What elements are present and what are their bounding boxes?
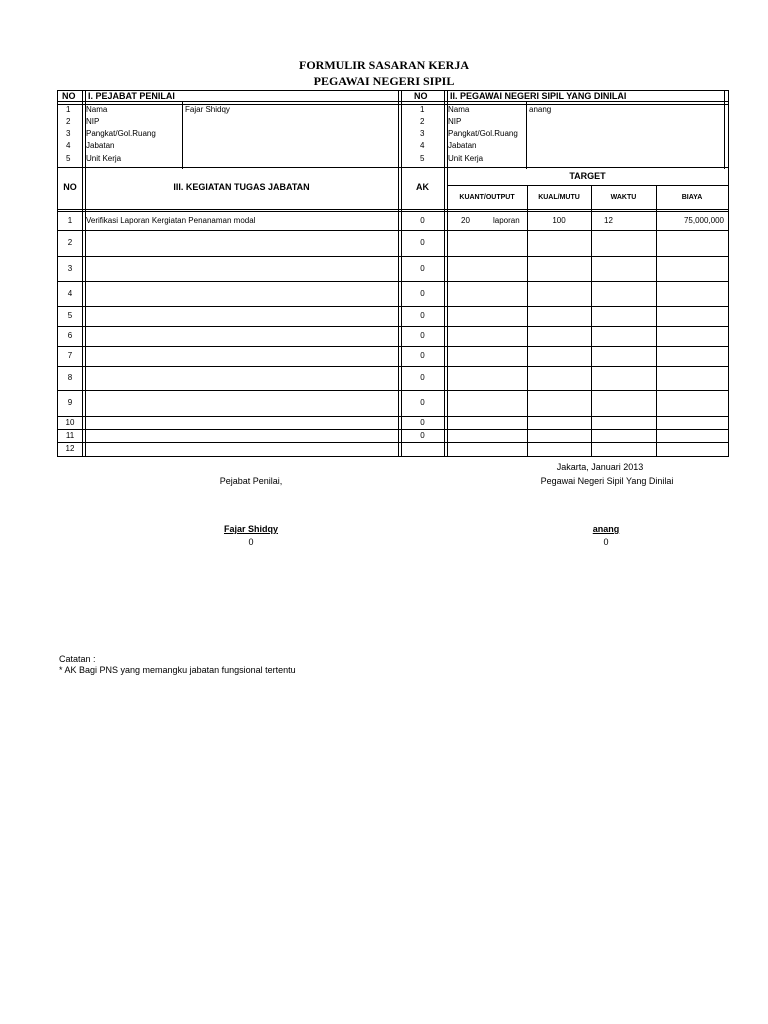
- grid-line: [58, 306, 728, 307]
- grid-line: [58, 416, 728, 417]
- penilai-signature-nip: 0: [248, 537, 254, 547]
- dinilai-signature-title: Pegawai Negeri Sipil Yang Dinilai: [540, 476, 674, 486]
- row-number: 2: [66, 117, 71, 126]
- penilai-header: I. PEJABAT PENILAI: [88, 91, 175, 101]
- activity-no-header: NO: [63, 182, 77, 192]
- activity-ak: 0: [420, 289, 425, 298]
- row-number: 4: [66, 141, 71, 150]
- field-label-pangkat: Pangkat/Gol.Ruang: [448, 129, 518, 138]
- grid-line: [58, 211, 728, 212]
- dinilai-nama-value: anang: [529, 105, 552, 114]
- activity-row-number: 3: [67, 264, 73, 273]
- activity-ak: 0: [420, 398, 425, 407]
- activity-row-number: 5: [67, 311, 73, 320]
- grid-line: [58, 326, 728, 327]
- field-label-pangkat: Pangkat/Gol.Ruang: [86, 129, 156, 138]
- activity-ak: 0: [420, 418, 425, 427]
- activity-row-number: 7: [67, 351, 73, 360]
- identity-no-header-2: NO: [414, 91, 428, 101]
- form-title: FORMULIR SASARAN KERJA: [298, 58, 469, 72]
- activity-quantity-unit: laporan: [493, 216, 520, 225]
- activity-row-number: 12: [65, 444, 75, 453]
- activity-row-number: 9: [67, 398, 73, 407]
- grid-line: [58, 390, 728, 391]
- row-number: 5: [66, 154, 71, 163]
- row-number: 3: [66, 129, 71, 138]
- notes-text: * AK Bagi PNS yang memangku jabatan fungsional tertentu: [59, 665, 296, 675]
- activity-row-number: 2: [67, 238, 73, 247]
- dinilai-signature-name: anang: [592, 524, 620, 534]
- activity-cost: 75,000,000: [683, 216, 724, 225]
- dinilai-header: II. PEGAWAI NEGERI SIPIL YANG DINILAI: [450, 91, 627, 101]
- field-label-unit-kerja: Unit Kerja: [86, 154, 122, 163]
- activity-ak: 0: [420, 311, 425, 320]
- activity-quantity: 20: [461, 216, 470, 225]
- field-label-jabatan: Jabatan: [86, 141, 115, 150]
- row-number: 2: [420, 117, 425, 126]
- activity-row-number: 4: [67, 289, 73, 298]
- row-number: 3: [420, 129, 425, 138]
- field-label-jabatan: Jabatan: [448, 141, 477, 150]
- activity-ak: 0: [420, 431, 425, 440]
- field-label-nama: Nama: [448, 105, 470, 114]
- activity-description: Verifikasi Laporan Kergiatan Penanaman modal: [86, 216, 256, 225]
- row-number: 1: [66, 105, 71, 114]
- grid-line: [58, 230, 728, 231]
- activity-ak: 0: [420, 264, 425, 273]
- grid-line: [447, 185, 728, 186]
- biaya-header: BIAYA: [681, 194, 703, 201]
- activity-row-number: 6: [67, 331, 73, 340]
- grid-line: [58, 442, 728, 443]
- activity-ak: 0: [420, 373, 425, 382]
- row-number: 5: [420, 154, 425, 163]
- activity-row-number: 8: [67, 373, 73, 382]
- activity-time: 12: [604, 216, 613, 225]
- activity-ak: 0: [420, 331, 425, 340]
- activity-table: [57, 168, 729, 457]
- identity-no-header: NO: [62, 91, 76, 101]
- field-label-nip: NIP: [448, 117, 462, 126]
- field-label-nama: Nama: [86, 105, 108, 114]
- activity-row-number: 1: [67, 216, 73, 225]
- activity-row-number: 11: [65, 431, 75, 440]
- field-label-unit-kerja: Unit Kerja: [448, 154, 484, 163]
- penilai-signature-name: Fajar Shidqy: [223, 524, 278, 534]
- penilai-signature-title: Pejabat Penilai,: [219, 476, 283, 486]
- form-subtitle: PEGAWAI NEGERI SIPIL: [313, 74, 455, 88]
- ak-header: AK: [416, 182, 429, 192]
- target-header: TARGET: [569, 171, 606, 181]
- grid-line: [58, 256, 728, 257]
- field-label-nip: NIP: [86, 117, 100, 126]
- penilai-nama-value: Fajar Shidqy: [185, 105, 230, 114]
- place-date: Jakarta, Januari 2013: [556, 462, 644, 472]
- grid-line: [58, 429, 728, 430]
- grid-line: [58, 346, 728, 347]
- kuant-output-header: KUANT/OUTPUT: [459, 194, 515, 201]
- waktu-header: WAKTU: [610, 194, 637, 201]
- activity-quality: 100: [552, 216, 566, 225]
- grid-line: [58, 366, 728, 367]
- activity-ak: 0: [420, 216, 425, 225]
- activity-row-number: 10: [65, 418, 75, 427]
- row-number: 1: [420, 105, 425, 114]
- identity-table: [57, 90, 729, 168]
- activity-ak: 0: [420, 351, 425, 360]
- kual-mutu-header: KUAL/MUTU: [538, 194, 580, 201]
- kegiatan-header: III. KEGIATAN TUGAS JABATAN: [173, 182, 310, 192]
- notes-label: Catatan :: [59, 654, 96, 664]
- activity-ak: 0: [420, 238, 425, 247]
- grid-line: [58, 209, 728, 210]
- grid-line: [58, 281, 728, 282]
- row-number: 4: [420, 141, 425, 150]
- dinilai-signature-nip: 0: [603, 537, 609, 547]
